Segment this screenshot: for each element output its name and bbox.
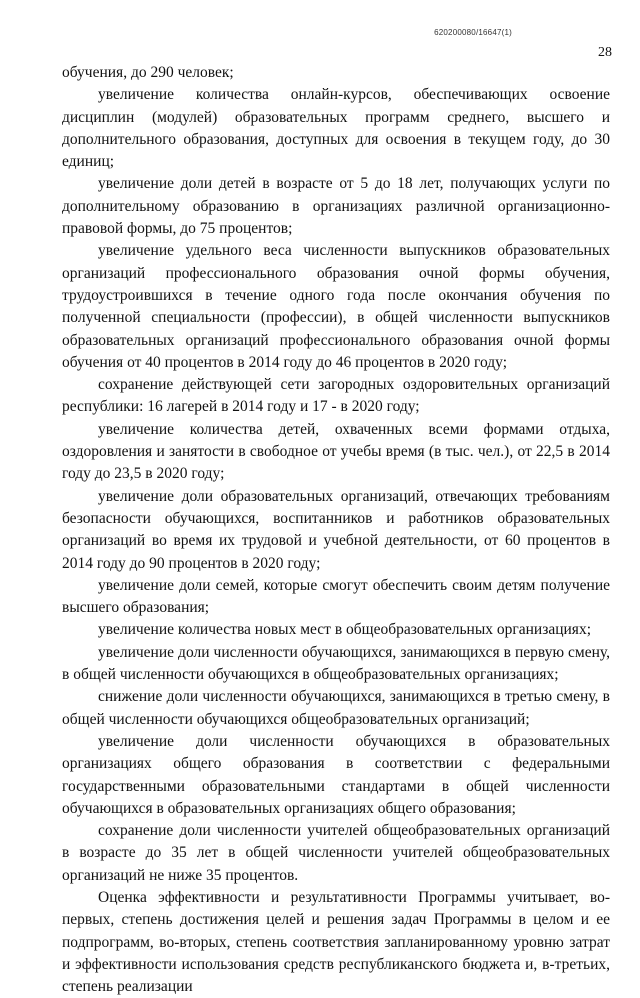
paragraph-camps-network: сохранение действующей сети загородных оздоровительных организаций республики: 16 лагерей в 2014 году и 17 - в 2020 году; [62, 376, 610, 416]
paragraph-safety-requirements: увеличение доли образовательных организаций, отвечающих требованиям безопасности обучающихся, воспитанников и работников образовательных организаций во время их трудовой и учебной деятельности, от 60 процентов в 2014 году до 90 процентов в 2020 году; [62, 487, 610, 572]
paragraph-third-shift: снижение доли численности обучающихся, занимающихся в третью смену, в общей численности обучающихся общеобразовательных организаций; [62, 688, 610, 728]
document-id: 620200080/16647(1) [434, 28, 512, 37]
paragraph-continued: обучения, до 290 человек; [62, 64, 234, 81]
document-body [62, 62, 610, 998]
paragraph-online-courses: увеличение количества онлайн-курсов, обеспечивающих освоение дисциплин (модулей) образовательных программ среднего, высшего и дополнительного образования, доступных для освоения в текущем году, до 30 единиц; [62, 86, 610, 171]
paragraph-program-evaluation: Оценка эффективности и результативности Программы учитывает, во-первых, степень достижения целей и решения задач Программы в целом и ее подпрограмм, во-вторых, степень соответствия запланированному уровню затрат и эффективности использования средств республиканского бюджета и, в-третьих, степень реализации [62, 888, 610, 996]
paragraph-additional-education: увеличение доли детей в возрасте от 5 до 18 лет, получающих услуги по дополнительному образованию в организациях различной организационно-правовой формы, до 75 процентов; [62, 175, 610, 238]
paragraph-federal-standards: увеличение доли численности обучающихся в образовательных организациях общего образования в соответствии с федеральными государственными образовательными стандартами в общей численности обучающихся в образовательных организациях общего образования; [62, 732, 610, 817]
paragraph-new-school-places: увеличение количества новых мест в общеобразовательных организациях; [98, 621, 591, 639]
paragraph-higher-education-families: увеличение доли семей, которые смогут обеспечить своим детям получение высшего образования; [62, 576, 610, 617]
page-number: 28 [598, 45, 612, 60]
paragraph-young-teachers: сохранение доли численности учителей общеобразовательных организаций в возрасте до 35 лет в общей численности учителей общеобразовательных организаций не ниже 35 процентов. [62, 822, 610, 884]
paragraph-children-recreation: увеличение количества детей, охваченных всеми формами отдыха, оздоровления и занятости в свободное от учебы время (в тыс. чел.), от 22,5 в 2014 году до 23,5 в 2020 году; [62, 420, 610, 483]
paragraph-graduates-employment: увеличение удельного веса численности выпускников образовательных организаций профессионального образования очной формы обучения, трудоустроившихся в течение одного года после окончания обучения по полученной специальности (профессии), в общей численности выпускников образовательных организаций профессионального образования очной формы обучения от 40 процентов в 2014 году до 46 процентов в 2020 году; [62, 242, 610, 371]
paragraph-first-shift: увеличение доли численности обучающихся, занимающихся в первую смену, в общей численности обучающихся в общеобразовательных организациях; [62, 643, 610, 684]
